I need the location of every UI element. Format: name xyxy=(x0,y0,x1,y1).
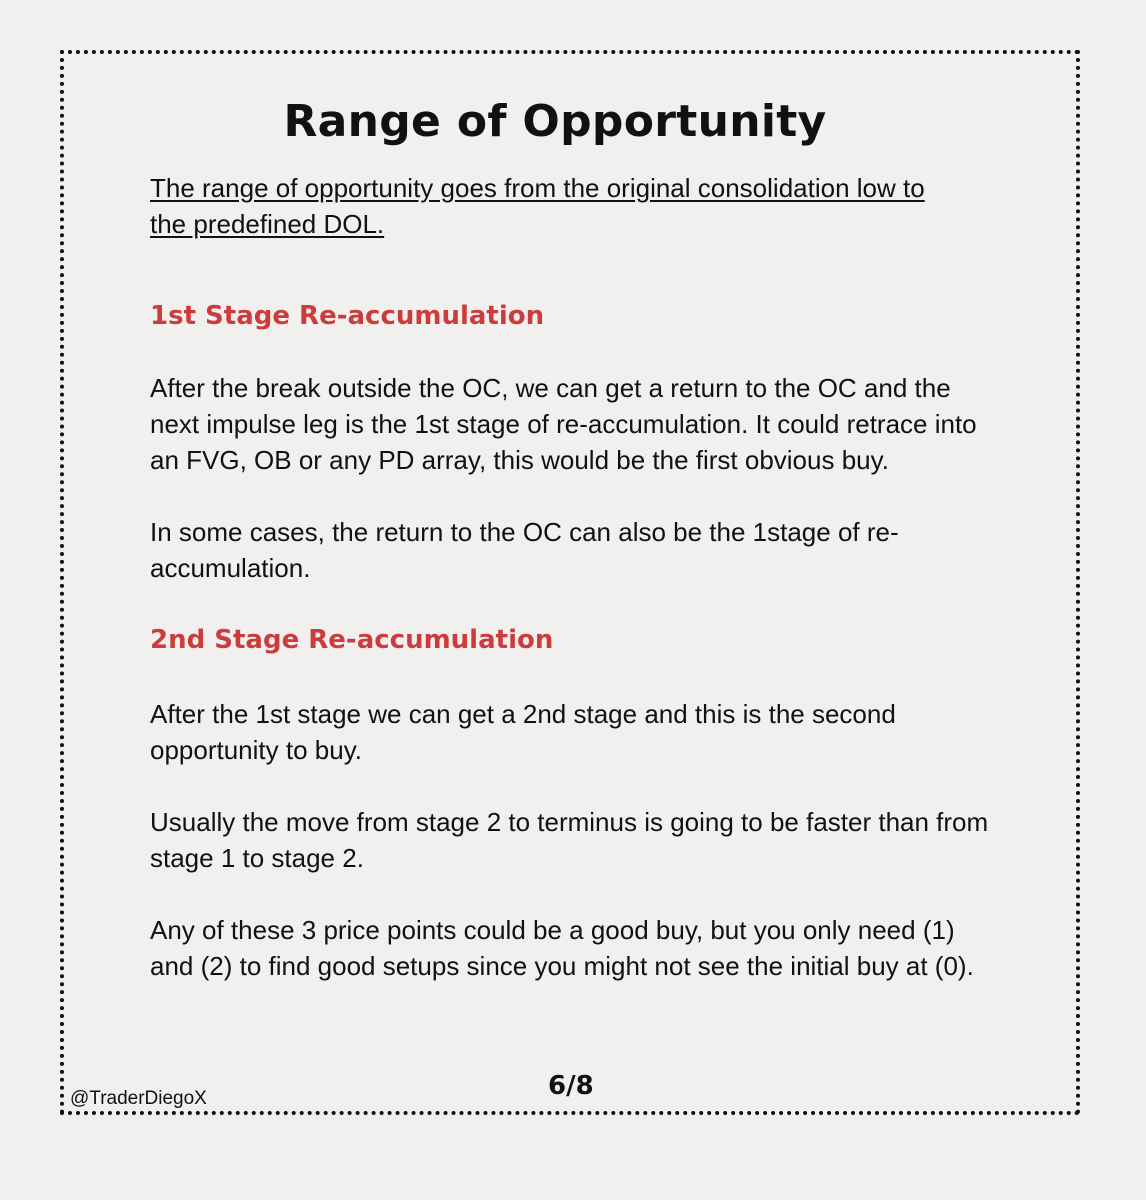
stage-1-heading: 1st Stage Re-accumulation xyxy=(150,301,545,331)
stage-2-paragraph-1: After the 1st stage we can get a 2nd stage and this is the second opportunity to buy. xyxy=(150,699,896,765)
slide-content xyxy=(150,170,1010,984)
intro-text: The range of opportunity goes from the original consolidation low to the predefined DOL. xyxy=(150,173,925,239)
page-title: Range of Opportunity xyxy=(283,96,827,147)
stage-2-paragraph-2: Usually the move from stage 2 to terminus is going to be faster than from stage 1 to stage 2. xyxy=(150,807,989,873)
stage-1-paragraph-1: After the break outside the OC, we can get a return to the OC and the next impulse leg is the 1st stage of re-accumulation. It could retrace into an FVG, OB or any PD array, this would be the first obvious buy. xyxy=(150,373,977,475)
stage-2-paragraph-3: Any of these 3 price points could be a good buy, but you only need (1) and (2) to find good setups since you might not see the initial buy at (0). xyxy=(150,915,974,981)
stage-1-paragraph-2: In some cases, the return to the OC can also be the 1stage of re-accumulation. xyxy=(150,517,899,583)
page-number: 6/8 xyxy=(548,1071,594,1101)
author-handle: @TraderDiegoX xyxy=(70,1088,207,1109)
stage-2-heading: 2nd Stage Re-accumulation xyxy=(150,625,554,655)
